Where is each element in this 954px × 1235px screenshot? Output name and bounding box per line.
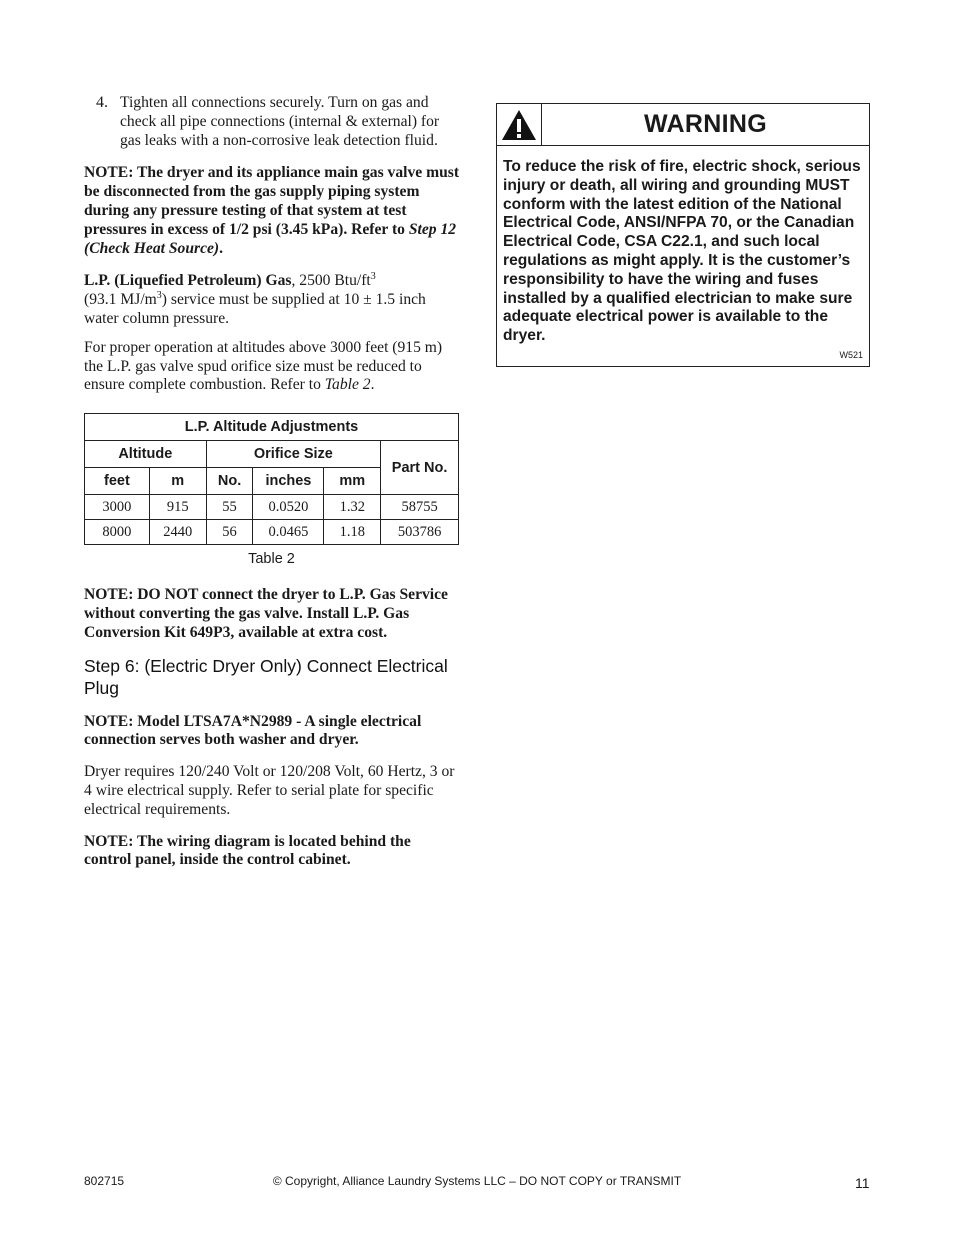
table-cell: 503786 [381, 520, 459, 545]
table-header-no: No. [206, 468, 253, 495]
step-4-text: Tighten all connections securely. Turn on gas and check all pipe connections (internal & external) for gas leaks with a non-corrosive leak detection fluid. [120, 94, 440, 149]
table-cell: 56 [206, 520, 253, 545]
altitude-end: . [370, 376, 375, 394]
table-cell: 55 [206, 495, 253, 520]
footer-copyright: © Copyright, Alliance Laundry Systems LLC – DO NOT COPY or TRANSMIT [272, 1174, 682, 1188]
table-header-feet: feet [85, 468, 150, 495]
lp-gas-part3: ) service must be supplied at 10 ± 1.5 inch water column pressure. [84, 291, 426, 327]
table-header-orifice-size: Orifice Size [206, 441, 381, 468]
lp-altitude-table [84, 413, 459, 545]
step-4-item [84, 94, 459, 150]
table-cell: 1.32 [324, 495, 381, 520]
table-cell: 0.0520 [253, 495, 324, 520]
right-column [496, 103, 870, 367]
table-cell: 2440 [149, 520, 206, 545]
footer-doc-number: 802715 [84, 1174, 125, 1188]
left-column [84, 94, 459, 870]
warning-triangle-icon [497, 104, 542, 145]
dryer-electrical-requirements: Dryer requires 120/240 Volt or 120/208 Volt, 60 Hertz, 3 or 4 wire electrical supply. Refer to serial plate for specific electrical requirements. [84, 763, 455, 818]
warning-code: W521 [839, 349, 863, 360]
table-row [85, 520, 459, 545]
footer-page-number: 11 [855, 1175, 870, 1191]
warning-box [496, 103, 870, 367]
table-header-m: m [149, 468, 206, 495]
altitude-paragraph [84, 339, 459, 395]
table-cell: 3000 [85, 495, 150, 520]
note-wiring-diagram: NOTE: The wiring diagram is located behind the control panel, inside the control cabinet. [84, 832, 411, 869]
table-caption: Table 2 [248, 551, 295, 568]
table-header-altitude: Altitude [85, 441, 207, 468]
note-gas-text: NOTE: The dryer and its appliance main gas valve must be disconnected from the gas supply piping system during any pressure testing of that system at test pressures in excess of 1/2 psi (3.45 kPa). Refer to [84, 164, 460, 238]
lp-gas-sup2: 3 [156, 290, 162, 302]
lp-gas-part1: , 2500 Btu/ft [291, 272, 371, 290]
lp-gas-part2: (93.1 MJ/m [84, 291, 157, 309]
table-row [85, 495, 459, 520]
altitude-text: For proper operation at altitudes above 3000 feet (915 m) the L.P. gas valve spud orifice size must be reduced to ensure complete combustion. Refer to [84, 338, 443, 394]
warning-body: To reduce the risk of fire, electric shock, serious injury or death, all wiring and grounding MUST conform with the latest edition of the National Electrical Code, ANSI/NFPA 70, or the Canadian Electrical Code, CSA C22.1, and such local regulations as might apply. It is the customer’s responsibility to have the wiring and fuses installed by a qualified electrician to make sure adequate electrical power is available to the dryer. [503, 158, 861, 345]
table-header-mm: mm [324, 468, 381, 495]
altitude-table-ref: Table 2 [324, 376, 371, 394]
table-title: L.P. Altitude Adjustments [85, 414, 459, 441]
note-lp-conversion: NOTE: DO NOT connect the dryer to L.P. Gas Service without converting the gas valve. Install L.P. Gas Conversion Kit 649P3, available at extra cost. [84, 586, 448, 641]
lp-gas-label: L.P. (Liquefied Petroleum) Gas [84, 272, 292, 290]
note-single-connection: NOTE: Model LTSA7A*N2989 - A single electrical connection serves both washer and dryer. [84, 712, 422, 749]
table-cell: 1.18 [324, 520, 381, 545]
lp-gas-paragraph [84, 272, 459, 328]
table-cell: 8000 [85, 520, 150, 545]
table-cell: 58755 [381, 495, 459, 520]
table-header-inches: inches [253, 468, 324, 495]
warning-title: WARNING [644, 110, 767, 138]
table-header-part-no: Part No. [381, 441, 459, 495]
note-gas-step-ref: Step 12 (Check Heat Source) [84, 220, 457, 257]
note-gas-end: . [219, 239, 224, 257]
step-6-heading: Step 6: (Electric Dryer Only) Connect Electrical Plug [84, 655, 448, 698]
table-cell: 915 [149, 495, 206, 520]
lp-gas-sup1: 3 [370, 271, 376, 283]
table-cell: 0.0465 [253, 520, 324, 545]
step-4-number: 4. [96, 94, 108, 111]
warning-header [497, 104, 869, 146]
altitude-table-wrapper [84, 413, 459, 567]
note-gas-pressure-testing [84, 164, 459, 258]
